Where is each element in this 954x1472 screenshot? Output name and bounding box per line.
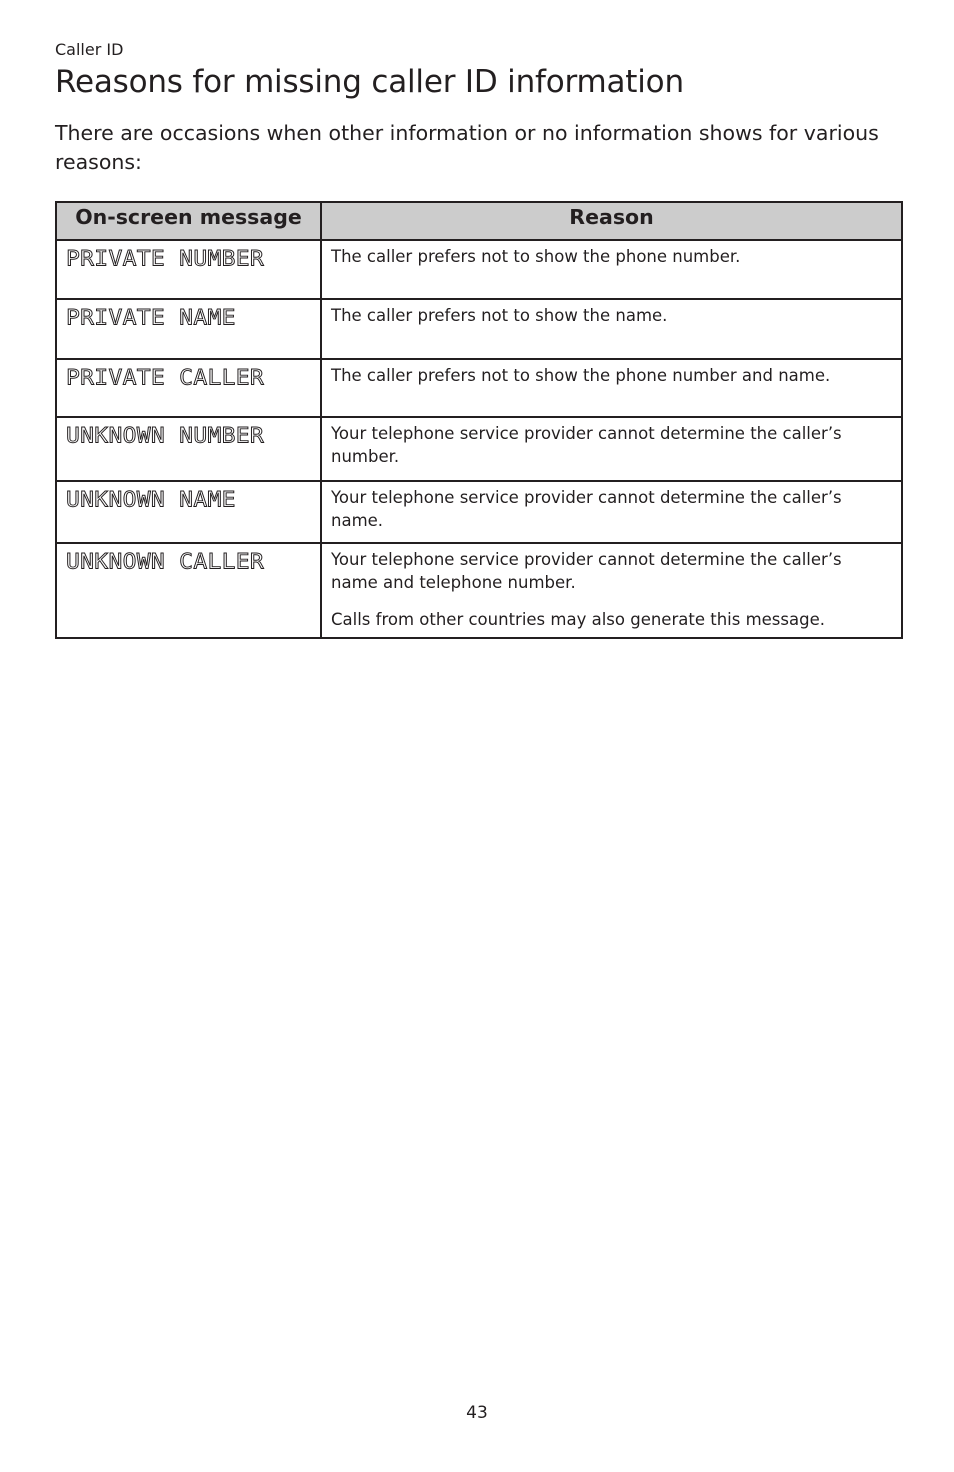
intro-paragraph: There are occasions when other information or no information shows for various reasons: <box>55 121 879 174</box>
page-title: Reasons for missing caller ID information <box>55 64 684 100</box>
column-header-message: On-screen message <box>56 202 321 240</box>
lcd-message: PRIVATE NUMBER <box>66 247 265 271</box>
table-row <box>56 240 902 299</box>
table-row <box>56 299 902 359</box>
message-cell <box>56 543 321 638</box>
lcd-message: PRIVATE NAME <box>66 306 236 330</box>
reason-cell <box>321 417 902 481</box>
lcd-message: UNKNOWN NAME <box>66 488 236 512</box>
reason-text: The caller prefers not to show the phone number and name. <box>331 366 831 385</box>
message-cell <box>56 481 321 543</box>
reason-text: The caller prefers not to show the name. <box>331 306 668 325</box>
reason-text: Your telephone service provider cannot determine the caller’s name. <box>331 488 842 530</box>
message-cell <box>56 359 321 417</box>
column-header-reason: Reason <box>321 202 902 240</box>
message-cell <box>56 299 321 359</box>
reason-text: The caller prefers not to show the phone number. <box>331 247 741 266</box>
reason-cell <box>321 240 902 299</box>
lcd-message: PRIVATE CALLER <box>66 366 265 390</box>
page-number: 43 <box>466 1403 488 1423</box>
table-row <box>56 417 902 481</box>
table-header-row <box>56 202 902 240</box>
reason-cell <box>321 359 902 417</box>
reason-note: Calls from other countries may also generate this message. <box>331 610 825 629</box>
reason-text: Your telephone service provider cannot determine the caller’s name and telephone number. <box>331 550 842 592</box>
message-cell <box>56 417 321 481</box>
section-label: Caller ID <box>55 40 124 59</box>
message-cell <box>56 240 321 299</box>
caller-id-reasons-table <box>55 201 903 639</box>
table-row <box>56 359 902 417</box>
reason-text: Your telephone service provider cannot determine the caller’s number. <box>331 424 842 466</box>
table-row <box>56 481 902 543</box>
reason-cell <box>321 481 902 543</box>
table-row <box>56 543 902 638</box>
lcd-message: UNKNOWN CALLER <box>66 550 265 574</box>
lcd-message: UNKNOWN NUMBER <box>66 424 265 448</box>
reason-cell <box>321 543 902 638</box>
reason-cell <box>321 299 902 359</box>
